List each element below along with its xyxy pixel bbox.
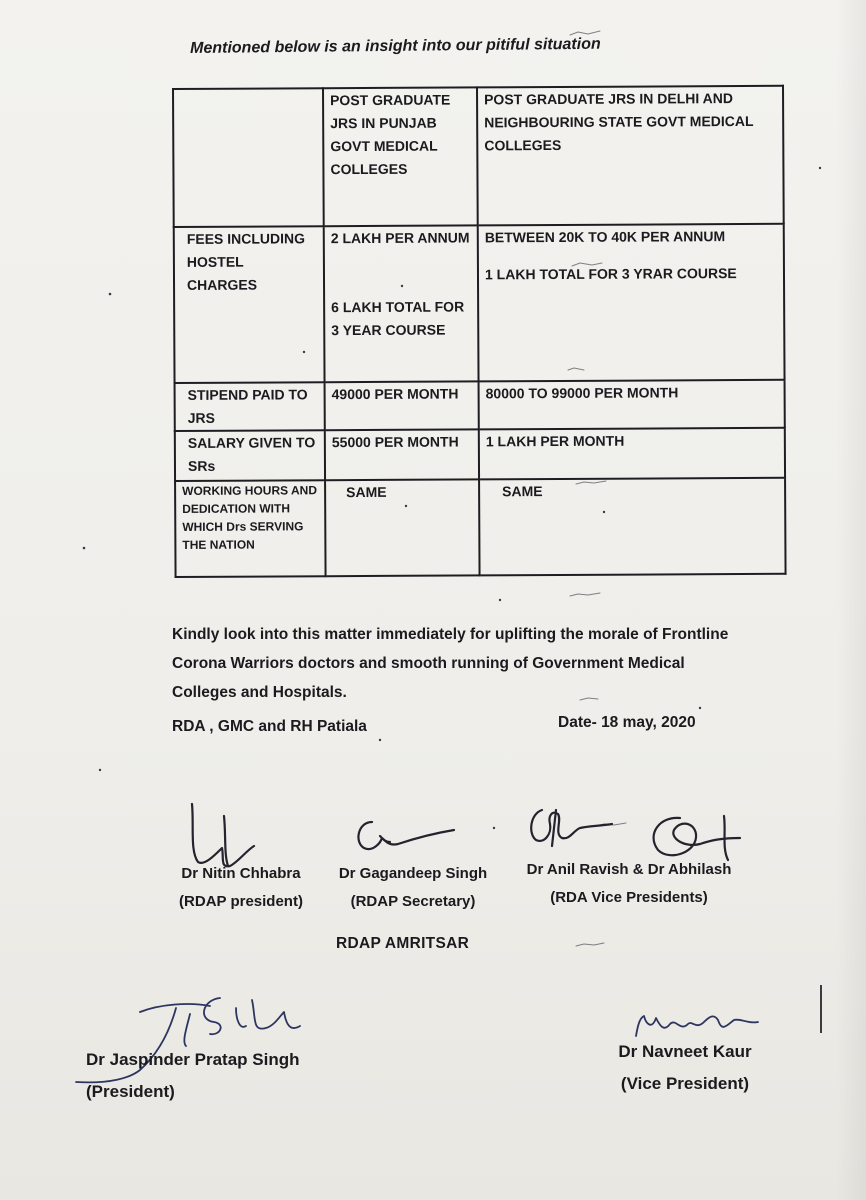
cell-working-punjab: SAME — [325, 479, 480, 576]
cell-fees-delhi-total: 1 LAKH TOTAL FOR 3 YRAR COURSE — [484, 265, 737, 283]
sender-organization: RDA , GMC and RH Patiala — [172, 718, 367, 735]
signatory-role: (RDA Vice Presidents) — [550, 889, 708, 906]
letter-date: Date- 18 may, 2020 — [558, 714, 696, 731]
document-heading: Mentioned below is an insight into our pitiful situation — [190, 35, 601, 57]
cell-stipend-punjab: 49000 PER MONTH — [325, 381, 479, 430]
row-label-salary: SALARY GIVEN TO SRs — [175, 430, 325, 481]
signatory-role: (President) — [86, 1082, 175, 1101]
cell-stipend-delhi: 80000 TO 99000 PER MONTH — [479, 380, 785, 430]
signatory-name: Dr Gagandeep Singh — [338, 865, 488, 882]
header-punjab-text: POST GRADUATE JRS IN PUNJAB GOVT MEDICAL COLLEGES — [330, 91, 451, 178]
appeal-paragraph: Kindly look into this matter immediately for uplifting the morale of Frontline Corona Warriors doctors and smooth running of Government Medical Colleges and Hospitals. — [172, 626, 729, 701]
row-label-fees: FEES INCLUDING HOSTEL CHARGES — [174, 226, 325, 383]
signatory-name: Dr Navneet Kaur — [618, 1042, 752, 1061]
header-delhi-text: POST GRADUATE JRS IN DELHI AND NEIGHBOURING STATE GOVT MEDICAL COLLEGES — [484, 90, 754, 154]
row-label-stipend: STIPEND PAID TO JRS — [175, 382, 325, 431]
cell-fees-punjab-total: 6 LAKH TOTAL FOR 3 YEAR COURSE — [331, 298, 465, 339]
signatory-name: Dr Jaspinder Pratap Singh — [86, 1050, 300, 1069]
signatory-role: (RDAP Secretary) — [350, 893, 476, 910]
amritsar-heading: RDAP AMRITSAR — [336, 935, 470, 952]
signatory-name: Dr Nitin Chhabra — [181, 865, 301, 882]
row-label-working-hours: WORKING HOURS AND DEDICATION WITH WHICH Drs SERVING THE NATION — [175, 480, 326, 577]
cell-fees-delhi-annual: BETWEEN 20K TO 40K PER ANNUM — [484, 228, 726, 246]
cell-salary-punjab: 55000 PER MONTH — [325, 429, 479, 480]
cell-salary-delhi: 1 LAKH PER MONTH — [479, 428, 785, 480]
cell-fees-punjab-annual: 2 LAKH PER ANNUM — [330, 229, 470, 247]
signatory-role: (RDAP president) — [179, 893, 303, 910]
signatory-name: Dr Anil Ravish & Dr Abhilash — [526, 861, 732, 878]
signatory-role: (Vice President) — [620, 1074, 750, 1093]
cell-working-delhi: SAME — [479, 478, 785, 576]
